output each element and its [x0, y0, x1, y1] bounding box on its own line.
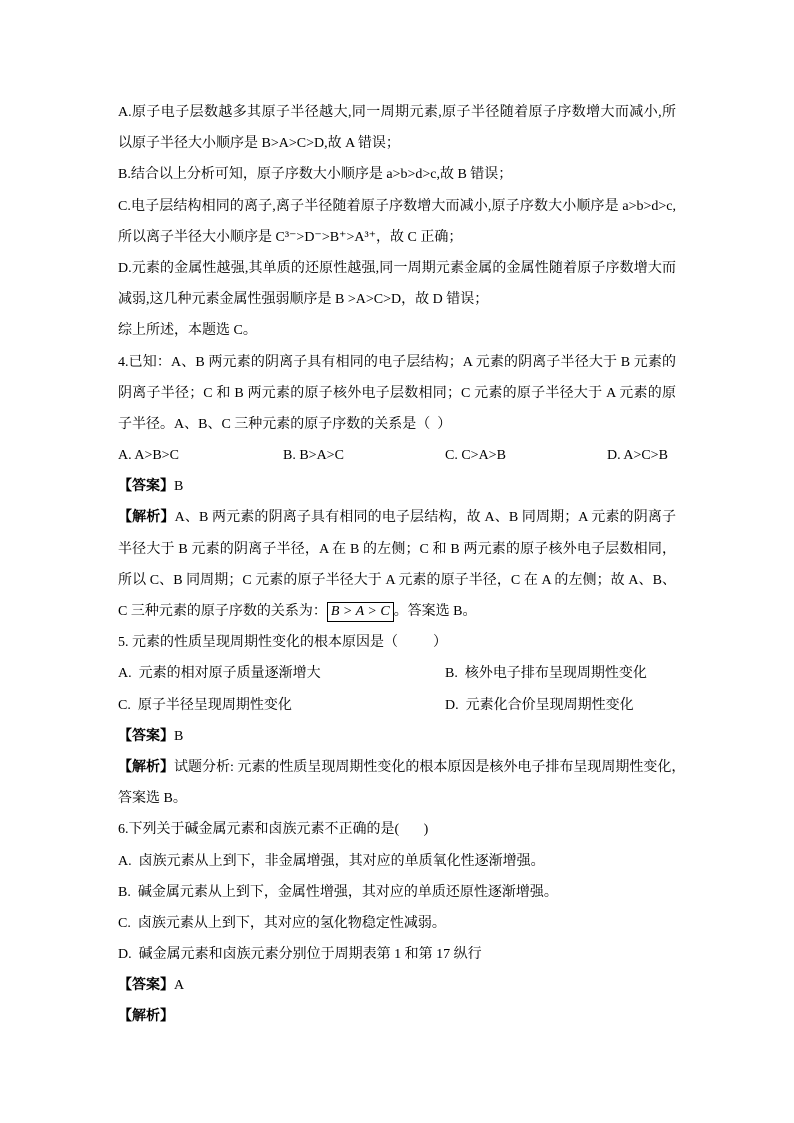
solution-line: C.电子层结构相同的离子,离子半径随着原子序数增大而减小,原子序数大小顺序是 a>b>d>c,: [118, 198, 676, 214]
option-d: D. 碱金属元素和卤族元素分别位于周期表第 1 和第 17 纵行: [118, 947, 482, 963]
question-4-analysis: 所以 C、B 同周期；C 元素的原子半径大于 A 元素的原子半径，C 在 A 的左侧；故 A、B、: [118, 572, 676, 588]
question-5-analysis: 答案选 B。: [118, 791, 187, 807]
question-5-options: [118, 658, 676, 689]
solution-line: B.结合以上分析可知，原子序数大小顺序是 a>b>d>c,故 B 错误；: [118, 167, 513, 183]
question-6-answer: [118, 970, 676, 1001]
solution-line: A.原子电子层数越多其原子半径越大,同一周期元素,原子半径随着原子序数增大而减小,所: [118, 105, 676, 120]
answer-label: 【答案】: [118, 978, 174, 994]
question-4-analysis: 半径大于 B 元素的阴离子半径，A 在 B 的左侧；C 和 B 两元素的原子核外电子层数相同，: [118, 541, 676, 557]
question-5-options: [118, 690, 676, 721]
question-6-stem: 6.下列关于碱金属元素和卤族元素不正确的是( ): [118, 822, 429, 838]
question-4-stem: 4.已知：A、B 两元素的阴离子具有相同的电子层结构；A 元素的阴离子半径大于 B 元素的: [118, 354, 676, 370]
option-a: A. 元素的相对原子质量逐渐增大: [118, 666, 321, 682]
option-c: C. C>A>B: [445, 448, 506, 464]
question-4-answer: [118, 471, 676, 502]
option-c: C. 原子半径呈现周期性变化: [118, 697, 292, 713]
solution-line: 减弱,这几种元素金属性强弱顺序是 B >A>C>D，故 D 错误；: [118, 292, 489, 308]
answer-value: B: [174, 728, 184, 744]
analysis-text: A、B 两元素的阴离子具有相同的电子层结构，故 A、B 同周期；A 元素的阴离子: [174, 510, 677, 526]
option-d: D. A>C>B: [607, 448, 668, 464]
analysis-text: 试题分析: 元素的性质呈现周期性变化的根本原因是核外电子排布呈现周期性变化，: [174, 759, 686, 775]
option-a: A. A>B>C: [118, 448, 179, 464]
answer-value: A: [174, 978, 185, 994]
solution-line: 以原子半径大小顺序是 B>A>C>D,故 A 错误；: [118, 136, 400, 152]
solution-summary: 综上所述，本题选 C。: [118, 323, 257, 339]
question-4-options: [118, 440, 676, 471]
answer-label: 【答案】: [118, 479, 174, 495]
option-b: B. 碱金属元素从上到下，金属性增强，其对应的单质还原性逐渐增强。: [118, 884, 558, 900]
analysis-text: C 三种元素的原子序数的关系为：: [118, 604, 327, 619]
option-a: A. 卤族元素从上到下，非金属增强，其对应的单质氧化性逐渐增强。: [118, 853, 545, 869]
option-d: D. 元素化合价呈现周期性变化: [445, 697, 634, 713]
solution-line: D.元素的金属性越强,其单质的还原性越强,同一周期元素金属的金属性随着原子序数增大而: [118, 260, 676, 276]
analysis-label: 【解析】: [118, 759, 174, 775]
document-page: [118, 97, 686, 1033]
question-5-analysis: [118, 752, 686, 783]
analysis-label: 【解析】: [118, 1009, 174, 1025]
answer-label: 【答案】: [118, 728, 174, 744]
analysis-text: 。答案选 B。: [393, 604, 477, 619]
question-5-answer: [118, 721, 676, 752]
option-c: C. 卤族元素从上到下，其对应的氢化物稳定性减弱。: [118, 915, 446, 931]
option-b: B. B>A>C: [283, 448, 344, 464]
question-4-analysis: [118, 596, 676, 627]
boxed-formula: B > A > C: [327, 602, 394, 622]
question-5-stem: 5. 元素的性质呈现周期性变化的根本原因是（ ）: [118, 635, 447, 651]
question-4-analysis: [118, 502, 676, 533]
answer-value: B: [174, 479, 184, 495]
analysis-label: 【解析】: [118, 510, 175, 526]
question-4-stem: 阴离子半径；C 和 B 两元素的原子核外电子层数相同；C 元素的原子半径大于 A 元素的原: [118, 385, 676, 401]
solution-line: 所以离子半径大小顺序是 C³⁻>D⁻>B⁺>A³⁺，故 C 正确；: [118, 229, 463, 245]
question-6-analysis: [118, 1001, 676, 1032]
question-4-stem: 子半径。A、B、C 三种元素的原子序数的关系是（ ）: [118, 416, 452, 432]
option-b: B. 核外电子排布呈现周期性变化: [445, 666, 647, 682]
